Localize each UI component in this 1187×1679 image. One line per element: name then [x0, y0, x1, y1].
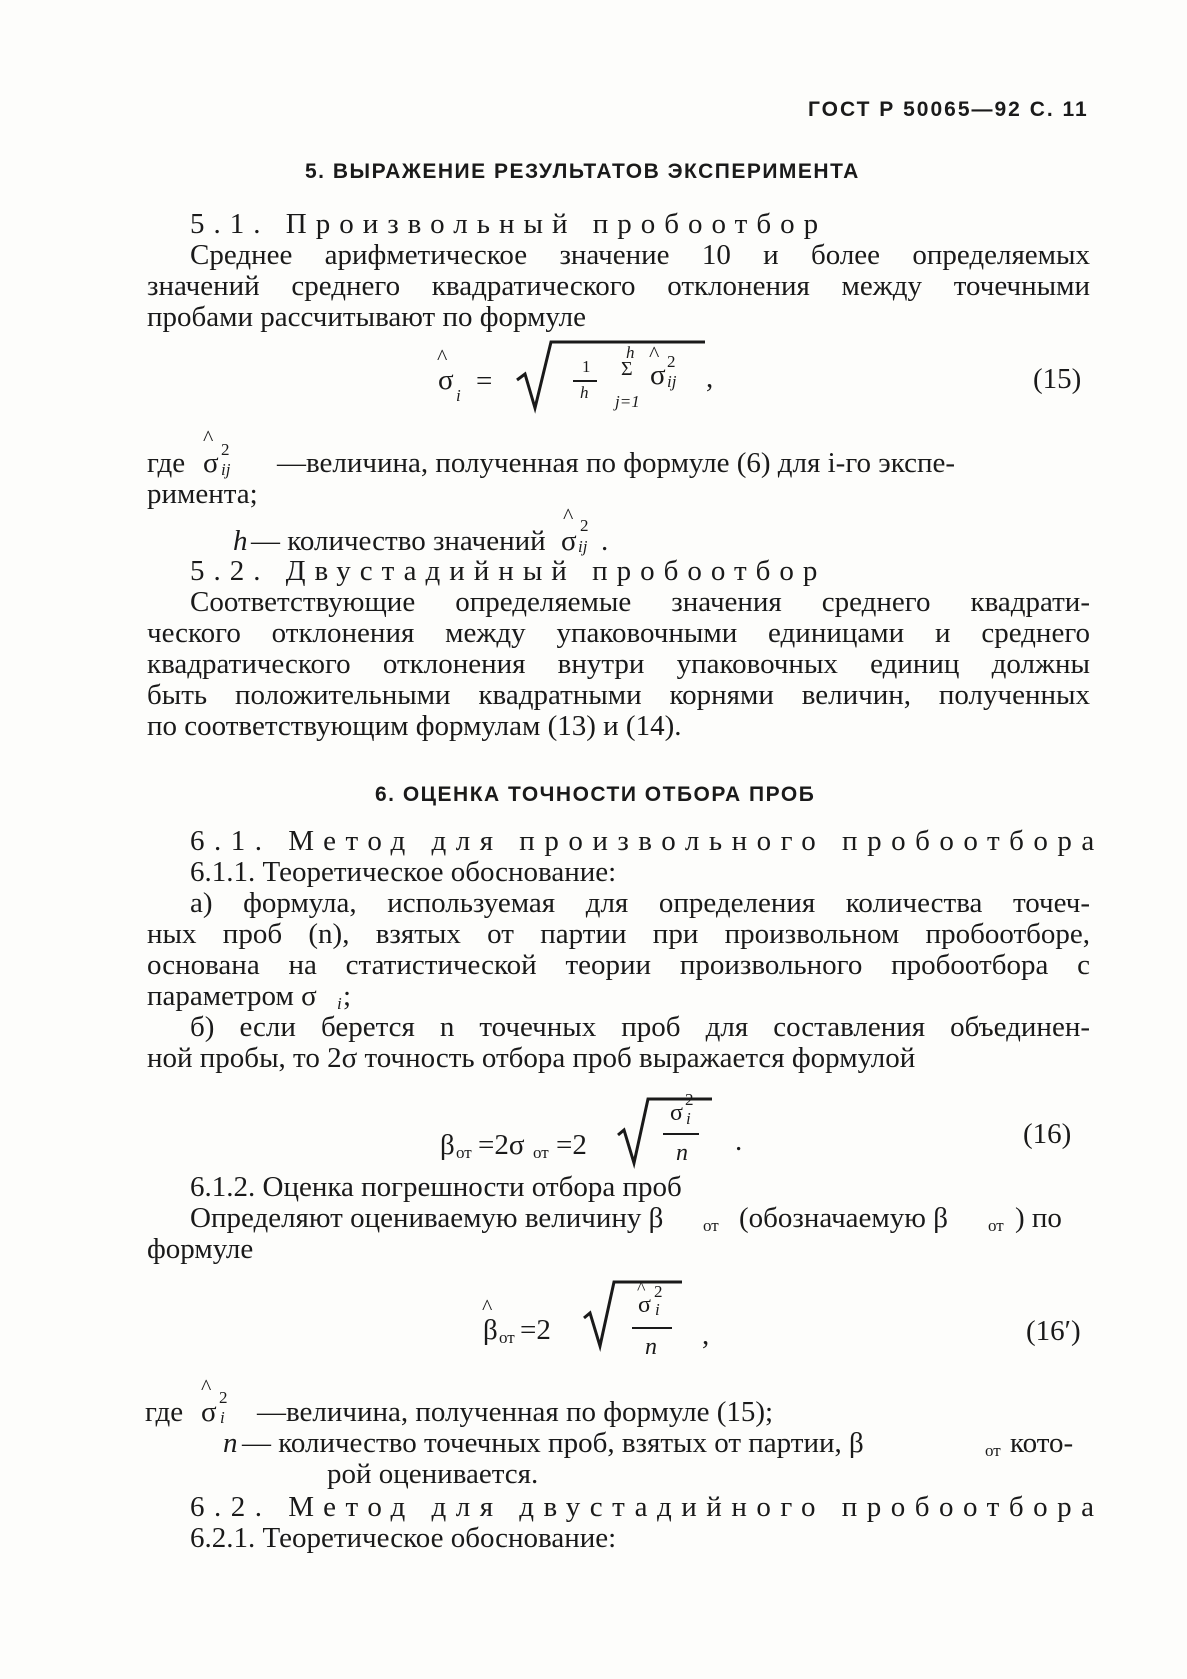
equation-number: (16′) [1026, 1315, 1081, 1347]
fraction-bar [663, 1133, 703, 1137]
eq16-end: . [735, 1125, 743, 1157]
where-text: —величина, полученная по формуле (15); [257, 1396, 774, 1428]
where-text-cont: рой оценивается. [327, 1458, 539, 1490]
hat-accent: ^ [563, 503, 574, 528]
subsection-5-1-title: 5.1. Произвольный пробоотбор [190, 208, 828, 240]
paragraph-line: формуле [147, 1233, 254, 1265]
paragraph-line: б) если берется n точечных проб для составления объединен- [190, 1011, 1090, 1043]
summation-sign: Σ [621, 358, 633, 380]
eq15-sigma: σ [650, 359, 666, 391]
where-sub: i [220, 1408, 225, 1427]
where-lead: где [147, 447, 186, 479]
where-text: — количество значений [251, 525, 546, 557]
hat-accent: ^ [482, 1294, 493, 1319]
where-text: — количество точечных проб, взятых от партии, β [242, 1427, 864, 1459]
section-5-heading: 5. ВЫРАЖЕНИЕ РЕЗУЛЬТАТОВ ЭКСПЕРИМЕНТА [305, 160, 860, 183]
eq16p-eq: =2 [520, 1314, 551, 1346]
paragraph-line: параметром σ [147, 980, 317, 1012]
paragraph-line: ной пробы, то 2σ точность отбора проб выражается формулой [147, 1042, 916, 1074]
eq15-frac-num: 1 [582, 357, 591, 376]
eq15-sub-ij: ij [667, 372, 677, 391]
where-sigma: σ [203, 447, 219, 479]
eq16p-sub: от [499, 1328, 515, 1347]
eq15-equals: = [476, 365, 493, 397]
eq15-sub: i [456, 386, 461, 405]
eq16p-lhs: β [483, 1314, 498, 1346]
where-sigma: σ [561, 525, 577, 557]
running-head: ГОСТ Р 50065—92 С. 11 [808, 98, 1089, 121]
eq16-lhs: β [440, 1129, 455, 1161]
paragraph-line: ческого отклонения между упаковочными единицами и среднего [147, 617, 1090, 649]
paragraph-line: ) по [1015, 1202, 1062, 1234]
hat-accent: ^ [637, 1278, 646, 1298]
eq16p-comma: , [702, 1319, 710, 1351]
where-var: h [233, 525, 248, 557]
paragraph-line: Определяют оцениваемую величину β [190, 1202, 664, 1234]
beta-sub: от [985, 1441, 1001, 1460]
paragraph-line: квадратического отклонения внутри упаковочных единиц должны [147, 648, 1090, 680]
eq16p-den: n [645, 1334, 657, 1360]
fraction-bar [632, 1327, 676, 1331]
section-6-heading: 6. ОЦЕНКА ТОЧНОСТИ ОТБОРА ПРОБ [375, 783, 816, 806]
hat-accent: ^ [649, 341, 660, 366]
eq16-sub: от [456, 1143, 472, 1162]
eq16p-num-sup: 2 [654, 1282, 663, 1301]
eq15-comma: , [706, 362, 714, 394]
eq15-sum-top: h [626, 343, 635, 362]
eq16-den: n [676, 1140, 688, 1166]
where-text: —величина, полученная по формуле (6) для i-го экспе- [277, 447, 955, 479]
hat-accent: ^ [203, 425, 214, 450]
equation-number: (15) [1033, 363, 1082, 395]
eq15-sup: 2 [667, 352, 676, 371]
where-text: кото- [1010, 1427, 1074, 1459]
where-text-cont: римента; [147, 478, 258, 510]
subsection-6-1-1: 6.1.1. Теоретическое обоснование: [190, 856, 617, 888]
subsection-5-2-title: 5.2. Двустадийный пробоотбор [190, 555, 827, 587]
where-sub: ij [221, 460, 231, 479]
paragraph-line: быть положительными квадратными корнями величин, полученных [147, 679, 1090, 711]
beta-sub: от [988, 1216, 1004, 1235]
paragraph-line: Соответствующие определяемые значения среднего квадрати- [190, 586, 1090, 618]
subsection-6-1-title: 6.1. Метод для произвольного пробоотбора [190, 825, 1104, 857]
eq15-lhs: σ [438, 364, 454, 396]
where-sup: 2 [580, 516, 589, 535]
eq16-eq1: =2σ [478, 1129, 525, 1161]
param-punct: ; [343, 980, 352, 1012]
paragraph-line: (обозначаемую β [739, 1202, 948, 1234]
paragraph-line: Среднее арифметическое значение 10 и более определяемых [190, 239, 1090, 271]
eq16-eq2: =2 [556, 1129, 587, 1161]
eq16-num-sup: 2 [685, 1090, 694, 1109]
paragraph-line: пробами рассчитывают по формуле [147, 301, 586, 333]
equation-number: (16) [1023, 1118, 1072, 1150]
hat-accent: ^ [437, 344, 448, 369]
paragraph-line: основана на статистической теории произвольного пробоотбора с [147, 949, 1090, 981]
paragraph-line: ных проб (n), взятых от партии при произвольном пробоотборе, [147, 918, 1090, 950]
eq15-frac-den: h [580, 383, 589, 402]
subsection-6-1-2: 6.1.2. Оценка погрешности отбора проб [190, 1171, 682, 1203]
beta-sub: от [703, 1216, 719, 1235]
paragraph-line: а) формула, используемая для определения количества точеч- [190, 887, 1090, 919]
eq16-sub: от [533, 1143, 549, 1162]
where-end: . [601, 525, 609, 557]
subsection-6-2-title: 6.2. Метод для двустадийного пробоотбора [190, 1491, 1104, 1523]
eq16p-num-sub: i [655, 1300, 660, 1319]
where-sigma: σ [201, 1396, 217, 1428]
eq16-num-sigma: σ [670, 1100, 683, 1126]
where-sup: 2 [221, 440, 230, 459]
where-var: n [223, 1427, 238, 1459]
where-sup: 2 [219, 1388, 228, 1407]
paragraph-line: значений среднего квадратического отклонения между точечными [147, 270, 1090, 302]
hat-accent: ^ [201, 1374, 212, 1399]
eq16p-num-sigma: σ [638, 1292, 651, 1318]
where-lead: где [145, 1396, 184, 1428]
subsection-6-2-1: 6.2.1. Теоретическое обоснование: [190, 1522, 617, 1554]
paragraph-line: по соответствующим формулам (13) и (14). [147, 710, 682, 742]
eq16-num-sub: i [686, 1109, 691, 1128]
eq15-sum-bot: j=1 [615, 392, 640, 411]
where-sub: ij [578, 537, 588, 556]
param-sub: i [337, 994, 342, 1013]
